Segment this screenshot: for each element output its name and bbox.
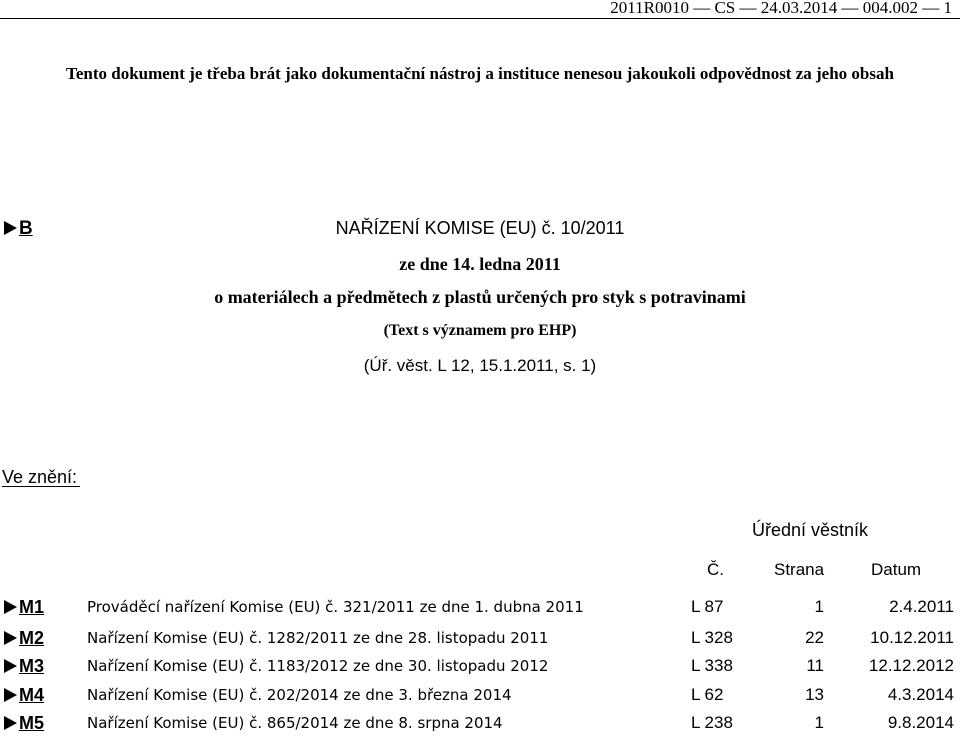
amendment-oj-number: L 62 <box>691 685 724 704</box>
triangle-right-icon <box>4 688 17 702</box>
eea-relevance-note: (Text s významem pro EHP) <box>383 322 577 339</box>
amendment-title: Nařízení Komise (EU) č. 1282/2011 ze dne 28. listopadu 2011 <box>87 629 549 647</box>
disclaimer-text: Tento dokument je třeba brát jako dokumentační nástroj a instituce nenesou jakoukoli odpovědnost za jeho obsah <box>66 64 894 83</box>
amendment-page: 1 <box>814 713 824 732</box>
triangle-right-icon <box>4 659 17 673</box>
amendment-oj-number: L 338 <box>691 656 733 675</box>
amendment-row <box>0 626 960 654</box>
amendment-title: Nařízení Komise (EU) č. 1183/2012 ze dne 30. listopadu 2012 <box>87 657 549 675</box>
amendment-marker[interactable] <box>4 683 44 707</box>
regulation-title-text: NAŘÍZENÍ KOMISE (EU) č. 10/2011 <box>335 218 625 238</box>
amendment-date: 2.4.2011 <box>889 597 954 616</box>
amendment-page: 22 <box>805 628 824 647</box>
column-header-page: Strana <box>774 560 825 579</box>
amendment-page: 13 <box>805 685 824 704</box>
amendment-marker[interactable] <box>4 654 44 678</box>
document-reference-header: 2011R0010 — CS — 24.03.2014 — 004.002 — 1 <box>610 0 952 17</box>
amendment-marker-label[interactable]: M5 <box>19 713 45 733</box>
amendment-marker[interactable] <box>4 595 44 619</box>
triangle-right-icon <box>4 631 17 645</box>
amended-by-underline <box>2 486 80 487</box>
official-journal-heading: Úřední věstník <box>752 520 869 540</box>
amendment-marker[interactable] <box>4 626 44 650</box>
amendment-row <box>0 654 960 682</box>
amendment-row <box>0 711 960 739</box>
amendment-date: 9.8.2014 <box>887 713 954 732</box>
header-rule <box>0 18 960 19</box>
official-journal-reference: (Úř. věst. L 12, 15.1.2011, s. 1) <box>363 356 597 375</box>
regulation-date: ze dne 14. ledna 2011 <box>399 254 561 274</box>
amendment-oj-number: L 238 <box>691 713 733 732</box>
amendment-title: Prováděcí nařízení Komise (EU) č. 321/2011 ze dne 1. dubna 2011 <box>87 598 584 616</box>
amendment-row <box>0 595 960 623</box>
amendment-marker[interactable] <box>4 711 44 735</box>
amendment-marker-label[interactable]: M3 <box>19 656 45 676</box>
amendment-marker-label[interactable]: M2 <box>19 628 45 648</box>
amendment-row <box>0 683 960 711</box>
base-act-marker-label[interactable]: B <box>19 218 33 239</box>
triangle-right-icon <box>4 716 17 730</box>
amendment-title: Nařízení Komise (EU) č. 865/2014 ze dne 8. srpna 2014 <box>87 714 503 732</box>
amendment-oj-number: L 328 <box>691 628 733 647</box>
column-header-date: Datum <box>871 560 922 579</box>
amendment-date: 10.12.2011 <box>870 628 954 647</box>
amendment-marker-label[interactable]: M1 <box>19 597 45 617</box>
amended-by-label: Ve znění: <box>2 467 78 487</box>
amendment-title: Nařízení Komise (EU) č. 202/2014 ze dne 3. března 2014 <box>87 686 512 704</box>
column-header-number: Č. <box>707 560 724 579</box>
amendment-marker-label[interactable]: M4 <box>19 685 45 705</box>
amendment-oj-number: L 87 <box>691 597 724 616</box>
triangle-right-icon <box>4 600 17 614</box>
amendment-date: 12.12.2012 <box>868 656 954 675</box>
amendment-page: 1 <box>814 597 824 616</box>
amendment-page: 11 <box>806 656 824 675</box>
regulation-subject: o materiálech a předmětech z plastů určených pro styk s potravinami <box>214 287 746 307</box>
regulation-title <box>0 216 960 240</box>
amendment-date: 4.3.2014 <box>887 685 954 704</box>
